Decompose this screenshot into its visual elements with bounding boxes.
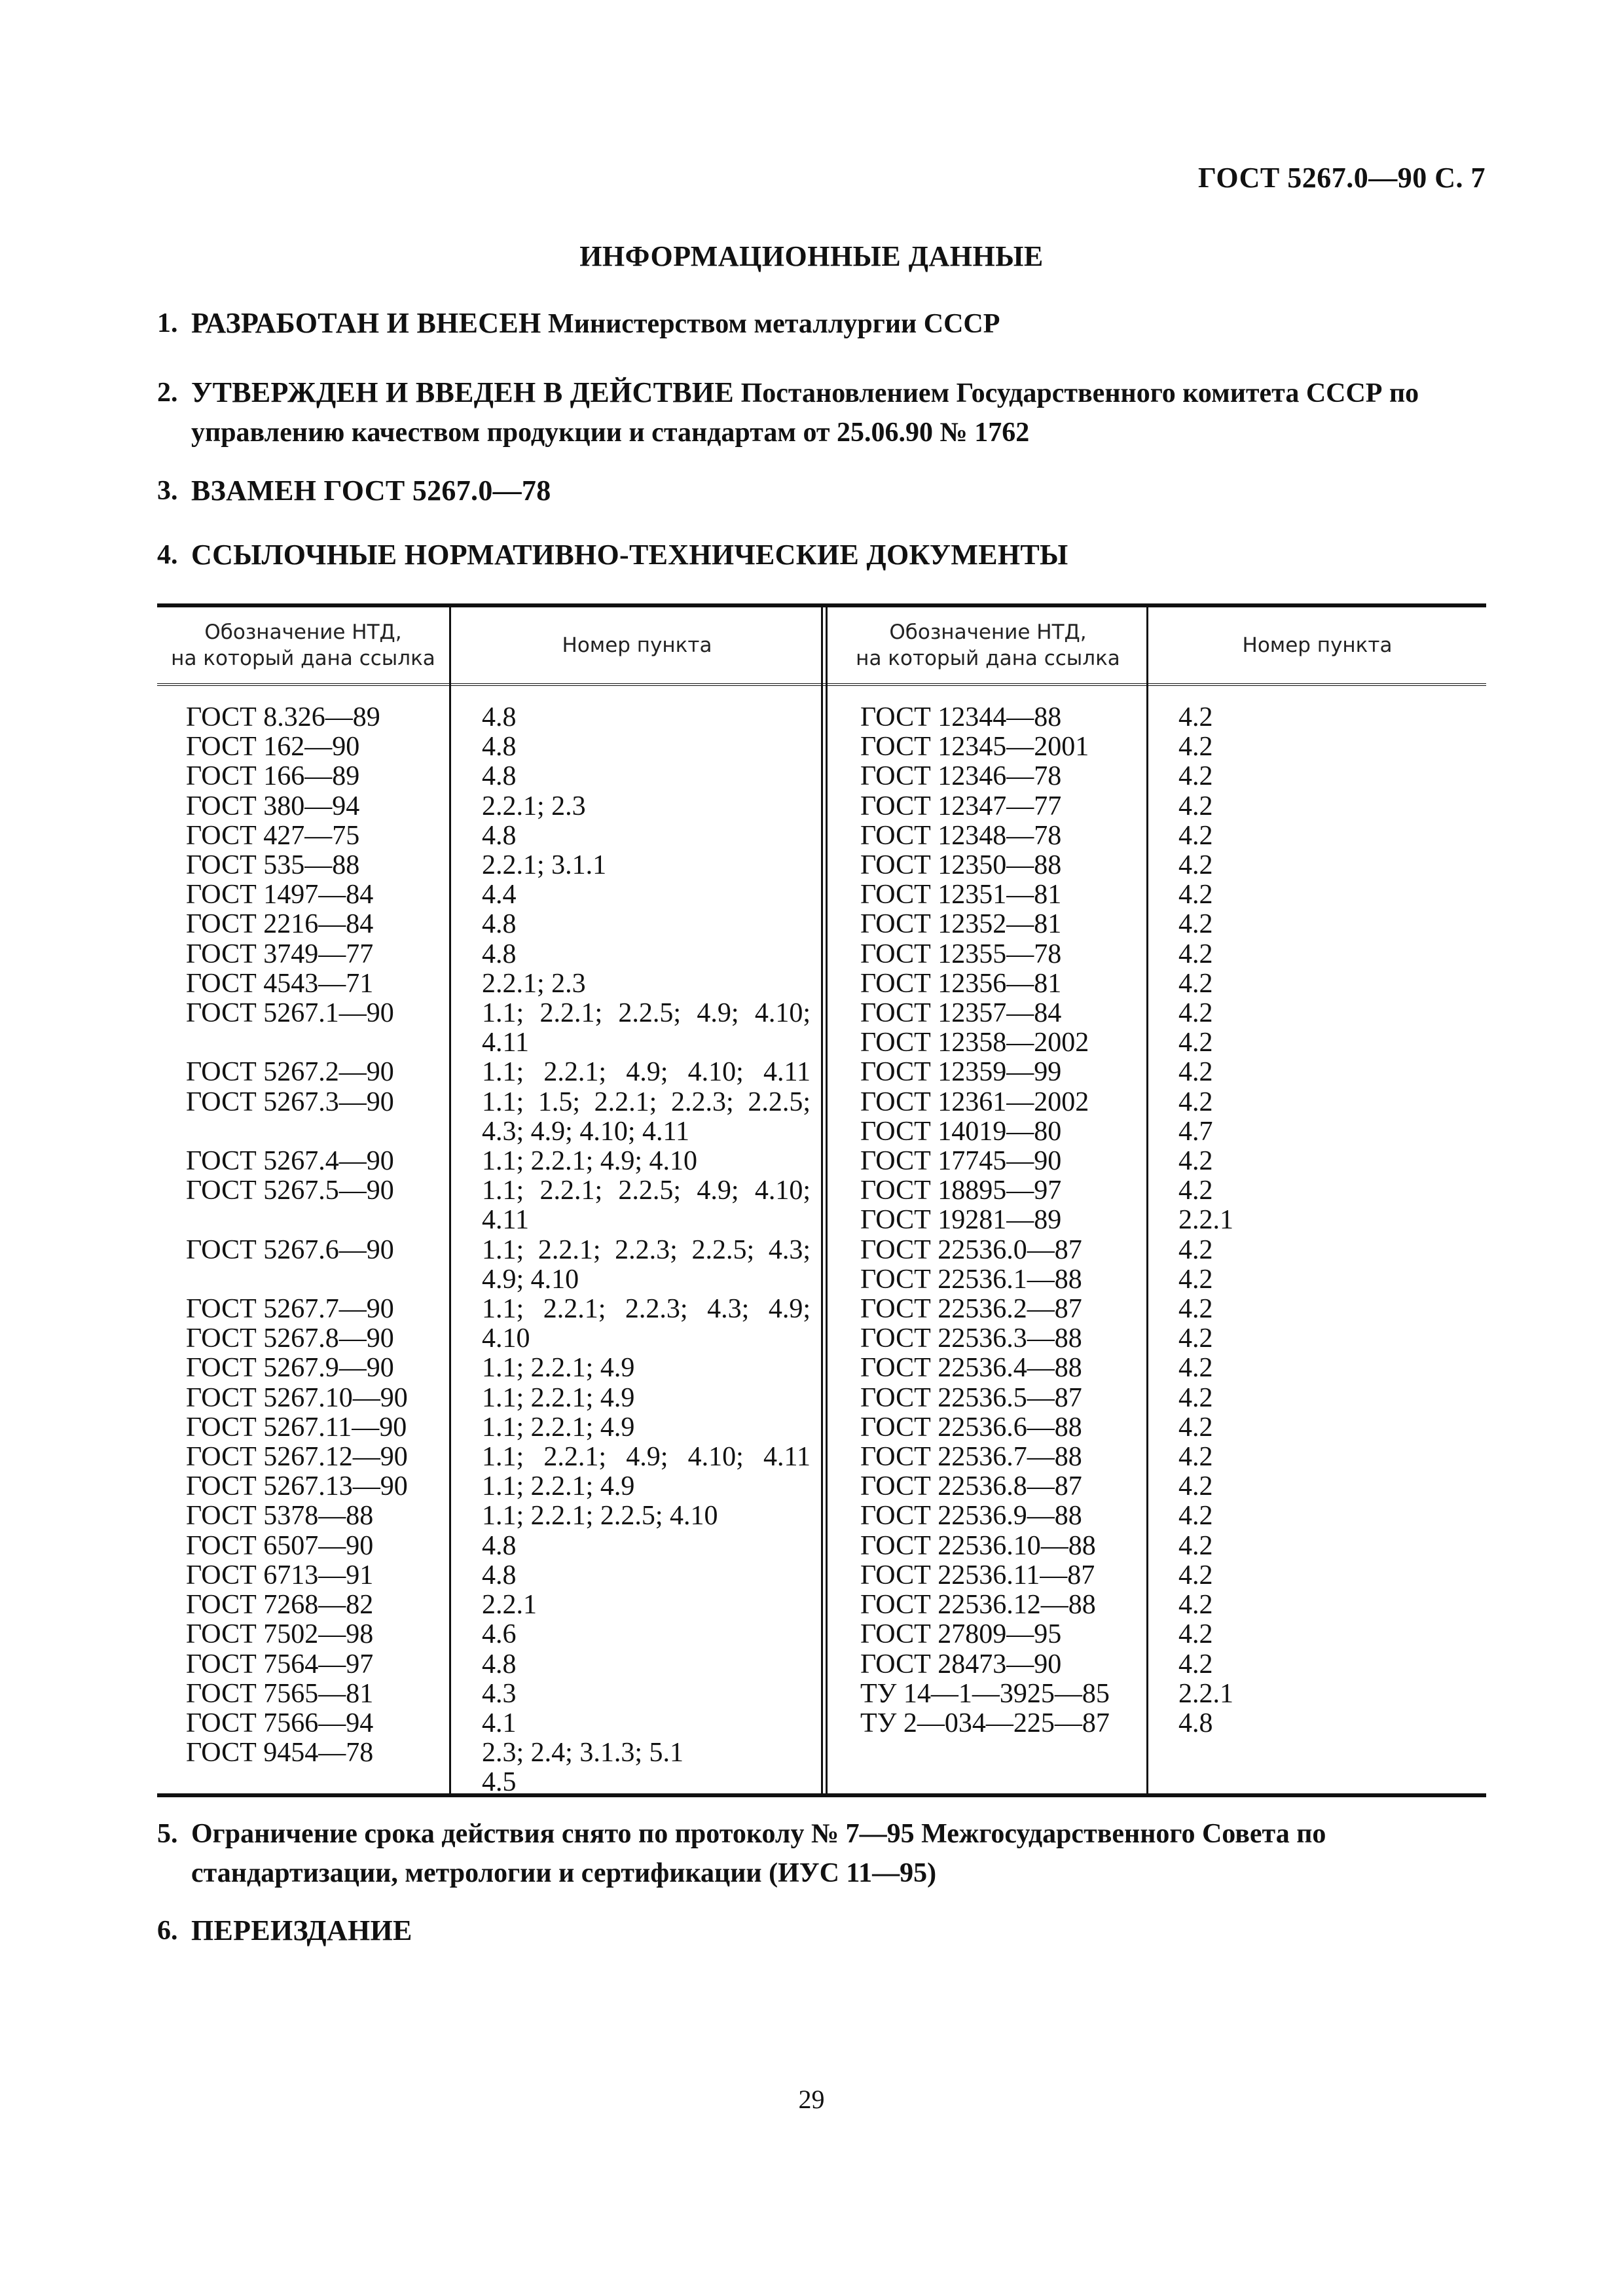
- table-cell: 4.2: [1178, 732, 1213, 762]
- left-clauses-column: [482, 703, 811, 1798]
- table-cell: [186, 1206, 408, 1235]
- table-cell: 4.2: [1178, 1323, 1213, 1354]
- table-cell: ГОСТ 12350—88: [860, 850, 1062, 881]
- table-cell: 4.8: [482, 761, 517, 792]
- table-cell: 2.3; 2.4; 3.1.3; 5.1: [482, 1738, 684, 1768]
- table-cell: 4.2: [1178, 1560, 1213, 1590]
- item-number: 3.: [157, 476, 178, 506]
- table-cell: 1.1; 2.2.1; 4.9: [482, 1382, 635, 1413]
- table-cell: ГОСТ 22536.3—88: [860, 1323, 1082, 1354]
- header-text: Номер пункта: [562, 634, 712, 657]
- table-cell: 4.2: [1178, 1649, 1213, 1679]
- table-cell: ГОСТ 22536.11—87: [860, 1560, 1095, 1590]
- table-cell: ГОСТ 5267.7—90: [186, 1294, 394, 1325]
- table-cell: ГОСТ 12344—88: [860, 702, 1062, 732]
- item-approved: [157, 373, 1486, 452]
- table-cell: 4.2: [1178, 1146, 1213, 1177]
- table-cell: 4.2: [1178, 968, 1213, 999]
- table-cell: ГОСТ 5267.6—90: [186, 1234, 394, 1265]
- table-cell: ГОСТ 4543—71: [186, 968, 374, 999]
- table-cell: ГОСТ 22536.5—87: [860, 1382, 1082, 1413]
- table-cell: 4.2: [1178, 702, 1213, 732]
- table-cell: ГОСТ 5267.13—90: [186, 1471, 408, 1502]
- table-cell: ГОСТ 22536.12—88: [860, 1590, 1096, 1621]
- table-cell: 1.1; 2.2.1; 2.2.5; 4.9; 4.10;: [482, 998, 811, 1029]
- column-double-divider: [821, 607, 828, 1793]
- table-cell: 4.9; 4.10: [482, 1264, 579, 1295]
- table-cell: ГОСТ 14019—80: [860, 1116, 1062, 1147]
- table-cell: ГОСТ 22536.9—88: [860, 1501, 1082, 1532]
- table-cell: 4.3; 4.9; 4.10; 4.11: [482, 1116, 689, 1147]
- table-cell: ГОСТ 22536.7—88: [860, 1442, 1082, 1473]
- table-cell: ГОСТ 22536.4—88: [860, 1353, 1082, 1384]
- item-number: 2.: [157, 378, 178, 408]
- table-cell: ГОСТ 427—75: [186, 820, 360, 851]
- item-replaces: [157, 471, 1486, 511]
- table-cell: ГОСТ 1497—84: [186, 880, 374, 910]
- table-cell: 4.8: [482, 820, 517, 851]
- table-cell: ГОСТ 7565—81: [186, 1678, 374, 1709]
- item-caps: УТВЕРЖДЕН И ВВЕДЕН В ДЕЙСТВИЕ: [191, 376, 735, 408]
- table-cell: ГОСТ 5267.5—90: [186, 1175, 394, 1206]
- table-cell: ГОСТ 166—89: [186, 761, 360, 792]
- right-clauses-column: [1178, 703, 1233, 1738]
- table-cell: ГОСТ 5267.1—90: [186, 998, 394, 1029]
- table-cell: ГОСТ 18895—97: [860, 1175, 1062, 1206]
- item-references: [157, 535, 1486, 575]
- table-cell: ТУ 2—034—225—87: [860, 1708, 1110, 1738]
- table-cell: 4.8: [482, 909, 517, 940]
- table-cell: ГОСТ 17745—90: [860, 1146, 1062, 1177]
- item-number: 1.: [157, 308, 178, 338]
- item-term-limit: [157, 1814, 1486, 1893]
- table-cell: 2.2.1; 2.3: [482, 968, 586, 999]
- table-cell: 4.2: [1178, 1442, 1213, 1473]
- table-cell: 4.3: [482, 1678, 517, 1709]
- header-text: на который дана ссылка: [856, 647, 1120, 670]
- table-cell: 4.11: [482, 1205, 529, 1236]
- table-cell: 4.2: [1178, 1412, 1213, 1443]
- table-cell: 4.7: [1178, 1116, 1213, 1147]
- column-divider: [1146, 607, 1148, 1793]
- table-cell: 4.2: [1178, 1619, 1213, 1650]
- table-cell: ГОСТ 535—88: [186, 850, 360, 881]
- table-cell: ГОСТ 12361—2002: [860, 1086, 1089, 1117]
- table-cell: 4.5: [482, 1767, 517, 1798]
- right-designations-column: [860, 703, 1110, 1738]
- table-cell: ГОСТ 12346—78: [860, 761, 1062, 792]
- table-cell: 1.1; 2.2.1; 4.9; 4.10: [482, 1146, 698, 1177]
- table-cell: ГОСТ 162—90: [186, 732, 360, 762]
- table-cell: 4.2: [1178, 1086, 1213, 1117]
- table-cell: 2.2.1; 2.3: [482, 791, 586, 821]
- table-cell: ГОСТ 380—94: [186, 791, 360, 821]
- table-cell: ГОСТ 7502—98: [186, 1619, 374, 1650]
- table-cell: ГОСТ 5267.10—90: [186, 1382, 408, 1413]
- header-designation-left: [157, 607, 449, 683]
- table-cell: 4.2: [1178, 1294, 1213, 1325]
- item-caps: ВЗАМЕН ГОСТ 5267.0—78: [191, 475, 551, 507]
- table-cell: ГОСТ 28473—90: [860, 1649, 1062, 1679]
- table-cell: 2.2.1; 3.1.1: [482, 850, 607, 881]
- header-designation-right: [830, 607, 1146, 683]
- table-cell: ГОСТ 9454—78: [186, 1738, 374, 1768]
- table-cell: 1.1; 2.2.1; 4.9; 4.10; 4.11: [482, 1057, 811, 1088]
- table-cell: ГОСТ 5378—88: [186, 1501, 374, 1532]
- table-cell: ГОСТ 12358—2002: [860, 1028, 1089, 1058]
- item-number: 5.: [157, 1819, 178, 1849]
- item-developed: [157, 304, 1486, 344]
- table-cell: 4.2: [1178, 998, 1213, 1029]
- page-number: 29: [798, 2085, 825, 2114]
- table-cell: ГОСТ 5267.4—90: [186, 1146, 394, 1177]
- table-cell: ГОСТ 22536.8—87: [860, 1471, 1082, 1502]
- table-cell: 4.4: [482, 880, 517, 910]
- table-cell: ГОСТ 5267.8—90: [186, 1323, 394, 1354]
- table-cell: 4.2: [1178, 1264, 1213, 1295]
- table-cell: 4.2: [1178, 1471, 1213, 1502]
- table-cell: 1.1; 2.2.1; 4.9: [482, 1412, 635, 1443]
- table-cell: ГОСТ 3749—77: [186, 939, 374, 969]
- header-text: Обозначение НТД,: [204, 620, 402, 644]
- table-cell: ГОСТ 12345—2001: [860, 732, 1089, 762]
- table-cell: ГОСТ 7566—94: [186, 1708, 374, 1738]
- table-cell: ГОСТ 8.326—89: [186, 702, 380, 732]
- table-cell: 4.8: [482, 939, 517, 969]
- table-cell: 4.2: [1178, 1028, 1213, 1058]
- table-cell: ГОСТ 6713—91: [186, 1560, 374, 1590]
- table-cell: 4.2: [1178, 1057, 1213, 1088]
- item-text: Постановлением Государственного комитета СССР по управлению качеством продукции и стандартам от 25.06.90 № 1762: [191, 378, 1419, 448]
- table-cell: ГОСТ 22536.10—88: [860, 1530, 1096, 1561]
- table-cell: 4.2: [1178, 761, 1213, 792]
- table-cell: 4.2: [1178, 1530, 1213, 1561]
- left-designations-column: [186, 703, 408, 1768]
- table-cell: 1.1; 2.2.1; 2.2.3; 2.2.5; 4.3;: [482, 1234, 811, 1265]
- reference-table: [157, 603, 1486, 1797]
- table-cell: ГОСТ 5267.12—90: [186, 1442, 408, 1473]
- page-header: ГОСТ 5267.0—90 С. 7: [1197, 162, 1486, 194]
- table-cell: 4.8: [482, 732, 517, 762]
- table-cell: 1.1; 1.5; 2.2.1; 2.2.3; 2.2.5;: [482, 1086, 811, 1117]
- table-cell: 4.2: [1178, 850, 1213, 881]
- table-cell: 4.2: [1178, 880, 1213, 910]
- table-cell: 1.1; 2.2.1; 2.2.5; 4.10: [482, 1501, 718, 1532]
- table-cell: 1.1; 2.2.1; 2.2.3; 4.3; 4.9; 4.10: [482, 1294, 811, 1354]
- table-cell: 4.2: [1178, 1590, 1213, 1621]
- table-cell: 4.8: [482, 1649, 517, 1679]
- table-cell: 4.2: [1178, 791, 1213, 821]
- item-number: 6.: [157, 1916, 178, 1946]
- header-clause-left: [451, 607, 823, 683]
- column-divider: [449, 607, 451, 1793]
- table-cell: 4.1: [482, 1708, 517, 1738]
- table-cell: [186, 1117, 408, 1147]
- table-cell: 4.8: [482, 1530, 517, 1561]
- table-cell: 4.2: [1178, 1501, 1213, 1532]
- table-cell: ТУ 14—1—3925—85: [860, 1678, 1110, 1709]
- table-cell: ГОСТ 12348—78: [860, 820, 1062, 851]
- table-cell: ГОСТ 5267.2—90: [186, 1057, 394, 1088]
- table-cell: ГОСТ 12351—81: [860, 880, 1062, 910]
- table-cell: 1.1; 2.2.1; 4.9; 4.10; 4.11: [482, 1442, 811, 1473]
- table-cell: 4.8: [482, 1560, 517, 1590]
- table-cell: 4.8: [1178, 1708, 1213, 1738]
- table-cell: ГОСТ 5267.3—90: [186, 1086, 394, 1117]
- item-text: Министерством металлургии СССР: [548, 309, 1000, 339]
- table-cell: 4.2: [1178, 1353, 1213, 1384]
- item-number: 4.: [157, 540, 178, 570]
- table-cell: ГОСТ 12357—84: [860, 998, 1062, 1029]
- table-cell: 4.8: [482, 702, 517, 732]
- table-cell: 2.2.1: [1178, 1678, 1233, 1709]
- table-cell: ГОСТ 2216—84: [186, 909, 374, 940]
- table-cell: 1.1; 2.2.1; 2.2.5; 4.9; 4.10;: [482, 1175, 811, 1206]
- table-cell: ГОСТ 12359—99: [860, 1057, 1062, 1088]
- header-text: Номер пункта: [1242, 634, 1393, 657]
- table-cell: 1.1; 2.2.1; 4.9: [482, 1353, 635, 1384]
- table-cell: 4.2: [1178, 1175, 1213, 1206]
- table-cell: 4.2: [1178, 939, 1213, 969]
- header-text: на который дана ссылка: [171, 647, 435, 670]
- table-cell: 4.2: [1178, 1382, 1213, 1413]
- table-cell: ГОСТ 22536.2—87: [860, 1294, 1082, 1325]
- header-clause-right: [1148, 607, 1486, 683]
- table-cell: ГОСТ 6507—90: [186, 1530, 374, 1561]
- table-cell: ГОСТ 5267.11—90: [186, 1412, 407, 1443]
- item-caps: ПЕРЕИЗДАНИЕ: [191, 1914, 412, 1946]
- table-cell: 4.2: [1178, 909, 1213, 940]
- table-cell: ГОСТ 22536.0—87: [860, 1234, 1082, 1265]
- table-cell: [186, 1265, 408, 1295]
- table-cell: ГОСТ 5267.9—90: [186, 1353, 394, 1384]
- item-text: Ограничение срока действия снято по протоколу № 7—95 Межгосударственного Совета по стандартизации, метрологии и сертификации (ИУС 11—95): [191, 1819, 1326, 1888]
- table-cell: 4.2: [1178, 820, 1213, 851]
- header-text: Обозначение НТД,: [889, 620, 1087, 644]
- table-cell: ГОСТ 27809—95: [860, 1619, 1062, 1650]
- table-cell: 4.2: [1178, 1234, 1213, 1265]
- item-caps: ССЫЛОЧНЫЕ НОРМАТИВНО-ТЕХНИЧЕСКИЕ ДОКУМЕНТЫ: [191, 539, 1068, 571]
- table-cell: ГОСТ 12356—81: [860, 968, 1062, 999]
- table-cell: ГОСТ 7268—82: [186, 1590, 374, 1621]
- table-cell: 2.2.1: [1178, 1205, 1233, 1236]
- table-cell: ГОСТ 22536.1—88: [860, 1264, 1082, 1295]
- table-cell: ГОСТ 12347—77: [860, 791, 1062, 821]
- item-reissue: [157, 1911, 1486, 1951]
- table-cell: ГОСТ 22536.6—88: [860, 1412, 1082, 1443]
- section-title: ИНФОРМАЦИОННЫЕ ДАННЫЕ: [579, 240, 1044, 272]
- table-cell: 4.11: [482, 1028, 529, 1058]
- table-cell: 4.6: [482, 1619, 517, 1650]
- table-cell: ГОСТ 12355—78: [860, 939, 1062, 969]
- table-cell: ГОСТ 12352—81: [860, 909, 1062, 940]
- table-cell: [186, 1028, 408, 1058]
- table-cell: ГОСТ 7564—97: [186, 1649, 374, 1679]
- table-cell: ГОСТ 19281—89: [860, 1205, 1062, 1236]
- table-cell: 2.2.1: [482, 1590, 537, 1621]
- item-caps: РАЗРАБОТАН И ВНЕСЕН: [191, 307, 541, 339]
- table-cell: 1.1; 2.2.1; 4.9: [482, 1471, 635, 1502]
